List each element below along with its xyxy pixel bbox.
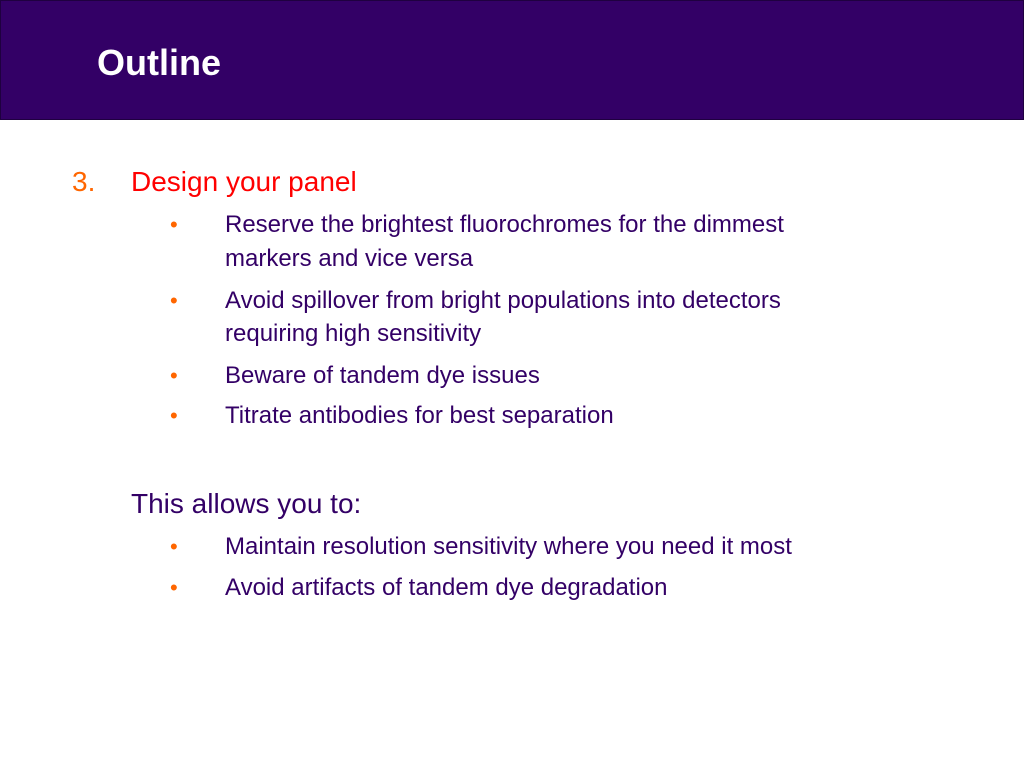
bullet-marker: •	[170, 212, 178, 237]
bullet-marker: •	[170, 288, 178, 313]
bullet-text-line: markers and vice versa	[225, 245, 474, 272]
bullet-marker: •	[170, 363, 178, 388]
bullet-text-line: Maintain resolution sensitivity where you need it most	[225, 533, 792, 560]
outcome-heading: This allows you to:	[131, 488, 362, 519]
bullet-text-line: Reserve the brightest fluorochromes for the dimmest	[225, 211, 784, 238]
bullet-marker: •	[170, 534, 178, 559]
bullet-marker: •	[170, 403, 178, 428]
bullet-marker: •	[170, 575, 178, 600]
bullet-text-line: Titrate antibodies for best separation	[225, 402, 614, 429]
slide-title: Outline	[97, 42, 221, 83]
bullet-text-line: Avoid artifacts of tandem dye degradation	[225, 574, 668, 601]
section-number: 3.	[72, 166, 96, 197]
bullet-text-line: requiring high sensitivity	[225, 320, 482, 347]
section-heading: Design your panel	[131, 166, 357, 197]
bullet-text-line: Avoid spillover from bright populations into detectors	[225, 287, 781, 314]
bullet-text-line: Beware of tandem dye issues	[225, 362, 540, 389]
